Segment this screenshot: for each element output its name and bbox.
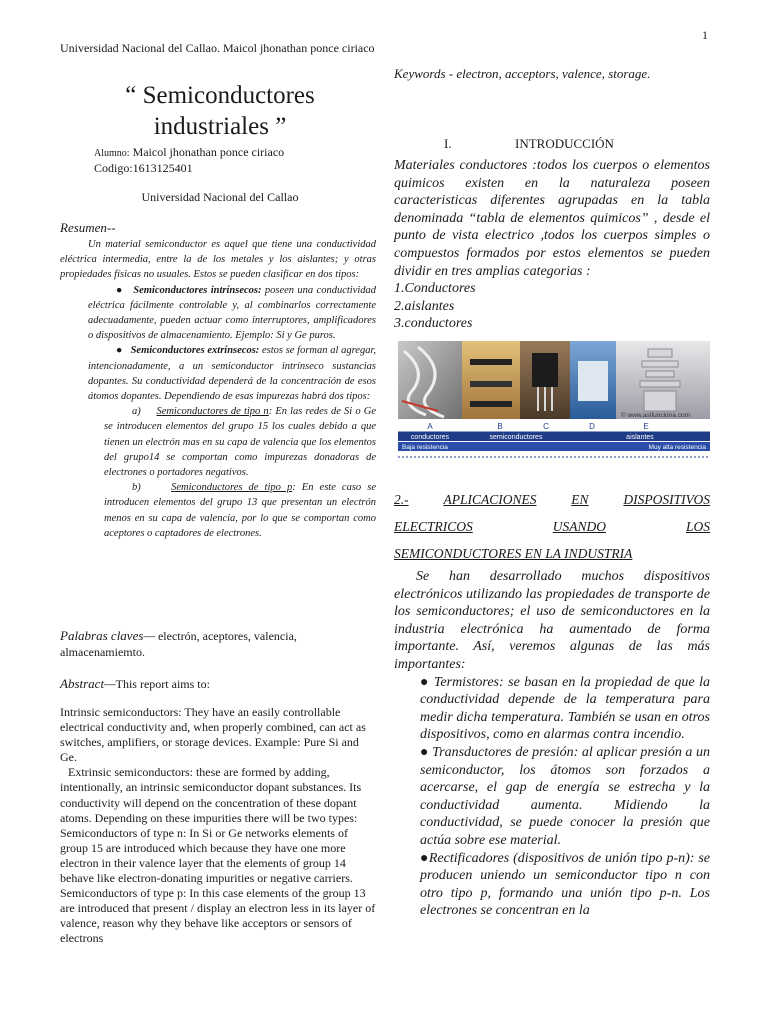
palabras-label: Palabras claves— bbox=[60, 628, 155, 643]
diode-3 bbox=[470, 401, 512, 407]
intro-paragraph: Materiales conductores :todos los cuerpos o elementos quimicos existen en la naturaleza poseen caracteristicas diferentes agrupadas en la tabla denominada “tabla de elementos quimicos” , desde el punto de vista electrico ,todos los cuerpos simples o compuestos formados por estos elementos se pueden dividir en tres amplias categorias : bbox=[394, 158, 710, 279]
page-number: 1 bbox=[702, 28, 708, 42]
figure-watermark: © www.asifunciona.com bbox=[620, 412, 690, 419]
label-high-resistance: Muy alta resistencia bbox=[648, 444, 706, 451]
abstract-heading: Abstract—This report aims to: bbox=[60, 676, 210, 691]
palabras-claves: Palabras claves— electrón, aceptores, valencia, almacenamiemto. bbox=[60, 628, 297, 659]
keywords-english: Keywords - electron, acceptors, valence, storage. bbox=[394, 66, 651, 81]
letter-b: B bbox=[497, 422, 503, 431]
label-semiconductores: semiconductores bbox=[489, 434, 543, 441]
bullet-transductores: ● Transductores de presión: al aplicar presión a un semiconductor, los átomos son forzados a acercarse, el gap de energía se estrecha y la conductividad aumenta. Midiendo la conductividad, se puede conocer la presión que actúa sobre ese material. bbox=[420, 744, 710, 848]
label-low-resistance: Baja resistencia bbox=[402, 444, 448, 451]
bullet-termistores: ● Termistores: se basan en la propiedad de que la conductividad depende de la temperatura para medir dicha temperatura. También se usan en otros dispositivos, como en alarmas contra incendio. bbox=[420, 674, 710, 743]
running-header: Universidad Nacional del Callao. Maicol jhonathan ponce ciriaco bbox=[60, 41, 375, 55]
resumen-sub-type-n: a) Semiconductores de tipo n: En las redes de Si o Ge se introducen elementos del grupo 15 los cuales debido a que tienen un electrón mas en su capa de valencia que los elementos del grupo14 se comportan como impurezas donadoras de electrones o portadores negativos. bbox=[104, 406, 376, 479]
letter-c: C bbox=[543, 422, 549, 431]
heading-row-1: 2.- APLICACIONES EN DISPOSITIVOS bbox=[394, 492, 710, 507]
bullet-intrinsic-label: Semiconductores intrínsecos: bbox=[133, 284, 262, 296]
abstract-p1: Intrinsic semiconductors: They have an easily controllable electrical conductivity and, when properly combined, can act as switches, amplifiers, or storage devices. Example: Pure Si and Ge. bbox=[60, 705, 366, 765]
materials-figure bbox=[398, 341, 710, 461]
author-block bbox=[94, 145, 284, 176]
resumen-sub-type-p: b) Semiconductores de tipo p: En este caso se introducen elementos del grupo 13 que presentan un electrón menos en su capa de valencia, por lo que se comportan como aceptores o captadores de electrones. bbox=[104, 482, 377, 539]
intro-list-3: 3.conductores bbox=[394, 316, 473, 332]
applications-body bbox=[394, 568, 710, 920]
transistor-body bbox=[532, 353, 558, 387]
heading-row-3: SEMICONDUCTORES EN LA INDUSTRIA bbox=[394, 546, 633, 561]
resumen-intro: Un material semiconductor es aquel que tiene una conductividad eléctrica intermedia, entre la de los metales y los aislantes; y otras propiedades físicas no usuales. Estos se pueden clasificar en dos tipos: bbox=[60, 239, 376, 281]
resumen-bullet-intrinsic: ● Semiconductores intrínsecos: poseen una conductividad eléctrica fácilmente controlable y, al combinarlos correctamente adecuadamente, pueden actuar como interruptores, amplificadores o dispositivos de almacenamiento. Ejemplo: Si y Ge puros. bbox=[88, 284, 377, 342]
resumen-bullet-extrinsic: ● Semiconductores extrínsecos: estos se forman al agregar, intencionadamente, a un semiconductor intrínseco sustancias dopantes. Su conductividad dependerá de la concentración de esos átomos dopantes. Dependiendo de esas impurezas habrá dos tipos: bbox=[88, 345, 377, 403]
intro-title: INTRODUCCIÓN bbox=[515, 136, 614, 151]
title-line-2: industriales ” bbox=[153, 113, 287, 140]
type-p-label: Semiconductores de tipo p bbox=[171, 482, 293, 494]
diode-2 bbox=[470, 381, 512, 387]
intro-list-1: 1.Conductores bbox=[394, 281, 476, 297]
chip-body bbox=[578, 361, 608, 401]
intro-body bbox=[394, 157, 710, 333]
resumen-heading: Resumen-- bbox=[60, 220, 116, 235]
applications-intro: Se han desarrollado muchos dispositivos electrónicos utilizando las propiedades de transporte de los semiconductores; el uso de semiconductores en la industria electrónica ha aumentado de forma importante. Así, veremos algunas de las más importantes: bbox=[394, 569, 710, 672]
author-label: Alumno: bbox=[94, 148, 130, 159]
letter-d: D bbox=[589, 422, 595, 431]
panel-diodes bbox=[462, 341, 520, 419]
label-conductores: conductores bbox=[410, 434, 450, 441]
letter-a: A bbox=[427, 422, 433, 431]
diode-1 bbox=[470, 359, 512, 365]
title-line-1: “ Semiconductores bbox=[125, 82, 315, 109]
letter-e: E bbox=[643, 422, 649, 431]
author-name: Maicol jhonathan ponce ciriaco bbox=[132, 145, 285, 159]
paper-title bbox=[60, 80, 380, 142]
intro-number: I. bbox=[444, 136, 452, 151]
abstract-body bbox=[60, 705, 376, 947]
intro-list-2: 2.aislantes bbox=[394, 298, 455, 314]
bullet-extrinsic-label: Semiconductores extrínsecos: bbox=[130, 345, 260, 357]
type-n-label: Semiconductores de tipo n bbox=[156, 406, 269, 418]
label-aislantes: aislantes bbox=[626, 434, 654, 441]
resumen-body bbox=[60, 237, 376, 541]
applications-heading bbox=[394, 486, 710, 567]
abstract-p2: Extrinsic semiconductors: these are formed by adding, intentionally, an intrinsic semiconductor dopant substances. Its conductivity will depend on the concentration of these dopant atoms. Depending on these impurities there will be two types: Semiconductors of type n: In Si or Ge networks elements of group 15 are introduced which because they have one more electron in their valence layer that the elements of group 14 behave like electron-donating impurities or negative carriers. Semiconductors of type p: In this case elements of the group 13 are introduced that present / display an electron less in its layer of valence, reason why they behave like acceptors or sensors of electrons bbox=[60, 765, 376, 946]
bullet-rectificadores: ●Rectificadores (dispositivos de unión tipo p-n): se producen uniendo un semiconductor tipo n con otro tipo p, formando una unión tipo p-n. Los electrones se concentran en la bbox=[420, 850, 710, 919]
affiliation: Universidad Nacional del Callao bbox=[141, 190, 299, 204]
abstract-label: Abstract— bbox=[60, 676, 116, 691]
heading-row-2: ELECTRICOS USANDO LOS bbox=[394, 519, 710, 534]
student-code: Codigo:1613125401 bbox=[94, 161, 193, 175]
